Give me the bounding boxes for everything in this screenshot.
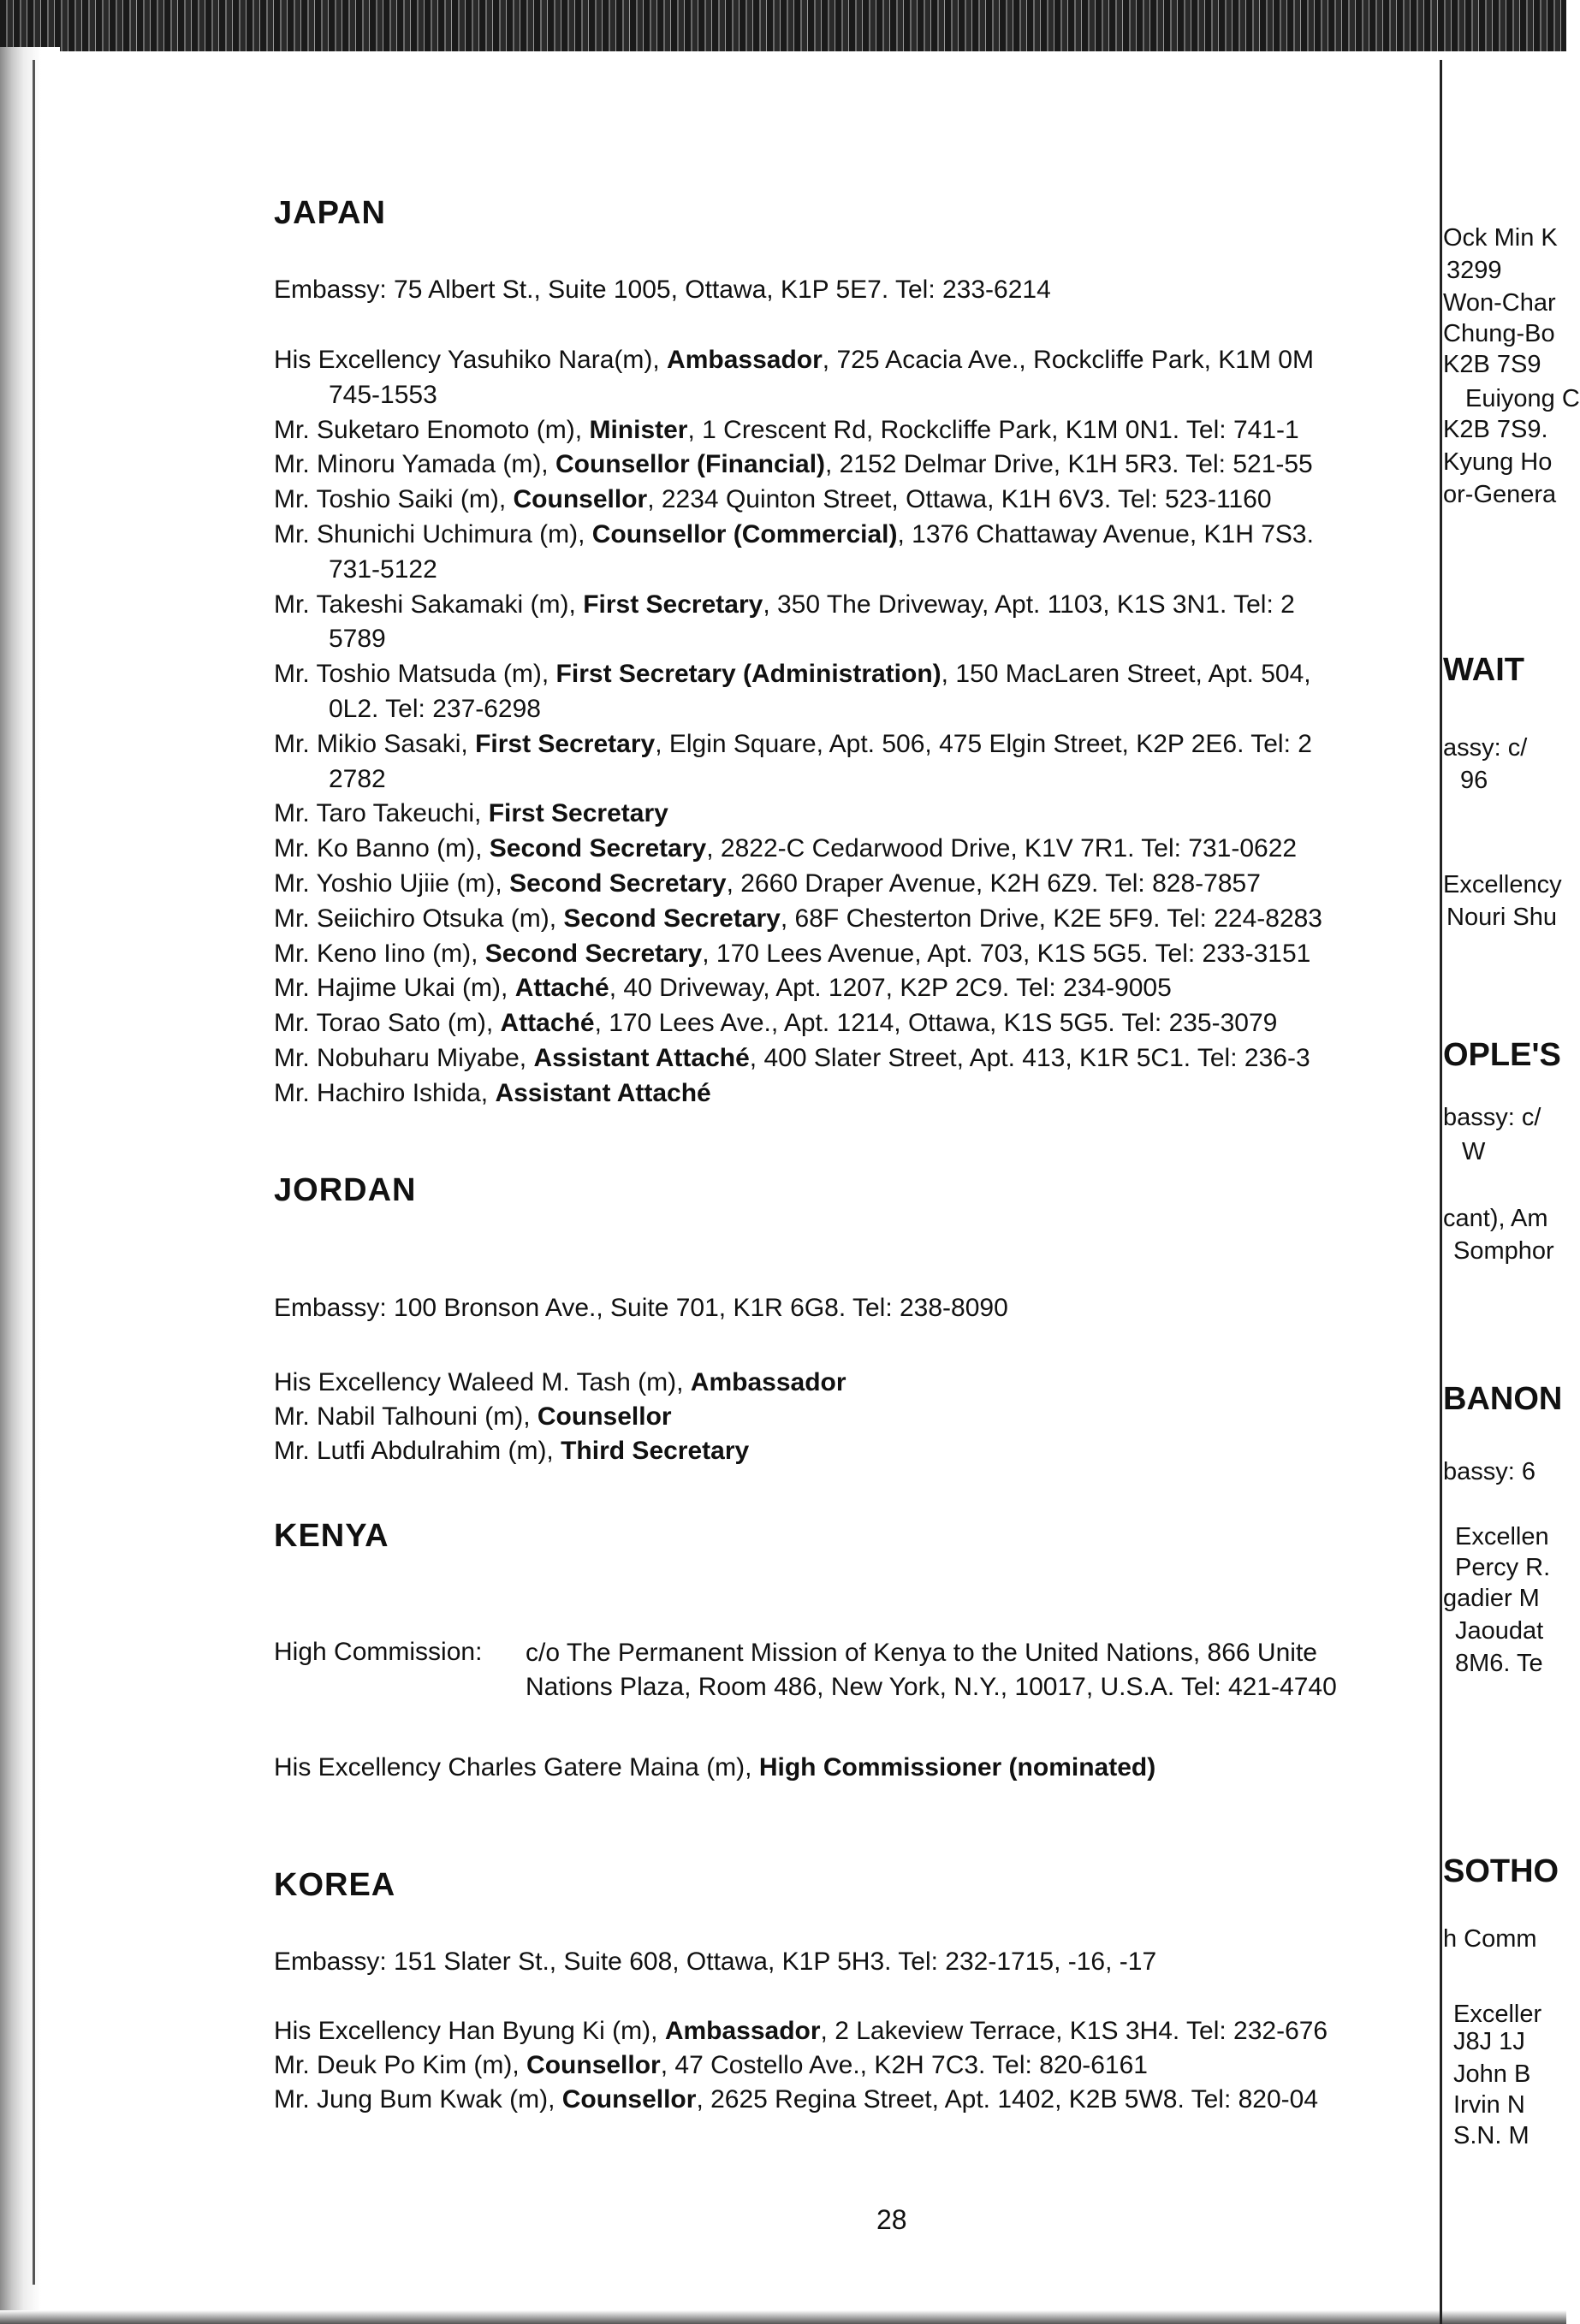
- right-page-text-fragment: J8J 1J: [1453, 2028, 1525, 2055]
- entry-name: Mr. Minoru Yamada (m),: [274, 450, 555, 479]
- entry-address: , 1 Crescent Rd, Rockcliffe Park, K1M 0N1. Tel: 741-1: [687, 415, 1299, 444]
- entry-title: Counsellor (Financial): [555, 450, 826, 479]
- entry-address: , 2 Lakeview Terrace, K1S 3H4. Tel: 232-676: [820, 2017, 1328, 2045]
- right-page-text-fragment: Ock Min K: [1443, 224, 1558, 252]
- korea-entry: [274, 2016, 1328, 2047]
- heading-jordan: JORDAN: [274, 1172, 417, 1208]
- right-page-text-fragment: or-Genera: [1443, 481, 1557, 508]
- kenya-high-commission-line2: Nations Plaza, Room 486, New York, N.Y., 10017, U.S.A. Tel: 421-4740: [526, 1673, 1337, 1701]
- right-page-text-fragment: Kyung Ho: [1443, 448, 1553, 476]
- japan-entry: [274, 1043, 1310, 1074]
- japan-embassy: Embassy: 75 Albert St., Suite 1005, Ottawa, K1P 5E7. Tel: 233-6214: [274, 276, 1051, 304]
- right-page-text-fragment: Excellen: [1455, 1523, 1549, 1550]
- page-number: 28: [876, 2204, 907, 2235]
- entry-title: Attaché: [500, 1009, 595, 1038]
- right-page-text-fragment: 8M6. Te: [1455, 1650, 1543, 1677]
- entry-address: , 725 Acacia Ave., Rockcliffe Park, K1M 0M: [822, 346, 1314, 374]
- right-page-text-fragment: K2B 7S9: [1443, 351, 1541, 378]
- japan-entry: [274, 939, 1310, 969]
- entry-title: Counsellor: [513, 485, 648, 514]
- right-page-text-fragment: assy: c/: [1443, 734, 1528, 762]
- entry-address: , 350 The Driveway, Apt. 1103, K1S 3N1. Tel: 2: [763, 590, 1295, 619]
- right-page-text-fragment: gadier M: [1443, 1585, 1540, 1612]
- entry-title: Assistant Attaché: [533, 1044, 750, 1072]
- entry-name: His Excellency Waleed M. Tash (m),: [274, 1368, 691, 1396]
- entry-address: , 150 MacLaren Street, Apt. 504,: [941, 660, 1311, 689]
- entry-title: Ambassador: [690, 1368, 846, 1396]
- entry-title: High Commissioner (nominated): [758, 1753, 1156, 1782]
- entry-name: Mr. Ko Banno (m),: [274, 834, 490, 863]
- entry-name: Mr. Torao Sato (m),: [274, 1009, 501, 1038]
- kenya-high-commission-label: High Commission:: [274, 1638, 483, 1666]
- japan-entry: [274, 833, 1297, 864]
- right-page-text-fragment: Euiyong C: [1465, 385, 1580, 412]
- japan-entry: [274, 415, 1299, 446]
- entry-address: , 2152 Delmar Drive, K1H 5R3. Tel: 521-55: [825, 450, 1313, 479]
- right-page-text-fragment: bassy: c/: [1443, 1104, 1541, 1131]
- entry-address: , 170 Lees Avenue, Apt. 703, K1S 5G5. Tel: 233-3151: [702, 939, 1311, 968]
- japan-entry-continuation: 5789: [329, 625, 386, 654]
- entry-title: Counsellor: [526, 2051, 661, 2079]
- entry-address: , 2822-C Cedarwood Drive, K1V 7R1. Tel: 731-0622: [706, 834, 1298, 863]
- jordan-entry: [274, 1367, 846, 1398]
- entry-title: Second Secretary: [563, 904, 781, 933]
- right-page-text-fragment: Jaoudat: [1455, 1617, 1544, 1645]
- entry-name: Mr. Hachiro Ishida,: [274, 1078, 496, 1107]
- entry-name: Mr. Seiichiro Otsuka (m),: [274, 904, 564, 933]
- right-page-heading-fragment: OPLE'S: [1443, 1037, 1561, 1073]
- entry-name: Mr. Suketaro Enomoto (m),: [274, 415, 590, 444]
- japan-entry: [274, 869, 1261, 899]
- right-page-text-fragment: Excellency: [1443, 871, 1562, 898]
- heading-kenya: KENYA: [274, 1518, 389, 1554]
- entry-address: , 2660 Draper Avenue, K2H 6Z9. Tel: 828-7857: [726, 869, 1261, 898]
- entry-title: Counsellor (Commercial): [591, 520, 898, 548]
- japan-entry-continuation: 731-5122: [329, 554, 437, 584]
- entry-address: , 40 Driveway, Apt. 1207, K2P 2C9. Tel: 234-9005: [609, 974, 1172, 1003]
- entry-name: His Excellency Charles Gatere Maina (m),: [274, 1753, 759, 1782]
- right-page-text-fragment: 3299: [1446, 257, 1502, 284]
- korea-embassy: Embassy: 151 Slater St., Suite 608, Ottawa, K1P 5H3. Tel: 232-1715, -16, -17: [274, 1948, 1157, 1976]
- entry-address: , 170 Lees Ave., Apt. 1214, Ottawa, K1S 5G5. Tel: 235-3079: [594, 1009, 1278, 1038]
- entry-name: His Excellency Yasuhiko Nara(m),: [274, 346, 668, 374]
- japan-entry: [274, 519, 1314, 550]
- entry-name: Mr. Deuk Po Kim (m),: [274, 2051, 527, 2079]
- right-page-text-fragment: 96: [1460, 767, 1488, 794]
- entry-title: First Secretary: [488, 799, 668, 828]
- japan-entry: [274, 798, 668, 829]
- kenya-high-commission-line1: c/o The Permanent Mission of Kenya to the United Nations, 866 Unite: [526, 1639, 1317, 1667]
- heading-korea: KOREA: [274, 1867, 396, 1903]
- entry-name: Mr. Nobuharu Miyabe,: [274, 1044, 534, 1072]
- entry-name: Mr. Nabil Talhouni (m),: [274, 1402, 538, 1431]
- entry-name: Mr. Yoshio Ujiie (m),: [274, 869, 510, 898]
- right-page-heading-fragment: WAIT: [1443, 652, 1524, 688]
- entry-title: Second Secretary: [509, 869, 727, 898]
- entry-address: , 2234 Quinton Street, Ottawa, K1H 6V3. Tel: 523-1160: [647, 485, 1272, 514]
- entry-name: Mr. Mikio Sasaki,: [274, 729, 476, 758]
- right-page-text-fragment: Percy R.: [1455, 1554, 1551, 1581]
- entry-name: Mr. Taro Takeuchi,: [274, 799, 489, 828]
- entry-title: First Secretary: [475, 729, 656, 758]
- japan-entry: [274, 484, 1272, 515]
- japan-entry: [274, 590, 1295, 620]
- entry-title: Minister: [589, 415, 688, 444]
- heading-japan: JAPAN: [274, 195, 386, 231]
- entry-address: , 1376 Chattaway Avenue, K1H 7S3.: [897, 520, 1314, 548]
- entry-title: Second Secretary: [489, 834, 707, 863]
- entry-title: First Secretary: [583, 590, 763, 619]
- entry-name: Mr. Hajime Ukai (m),: [274, 974, 515, 1003]
- entry-title: Ambassador: [664, 2017, 821, 2045]
- right-page-text-fragment: K2B 7S9.: [1443, 416, 1548, 443]
- right-page-text-fragment: bassy: 6: [1443, 1458, 1535, 1485]
- page-gutter-line: [1440, 60, 1442, 2324]
- entry-address: , 47 Costello Ave., K2H 7C3. Tel: 820-6161: [660, 2051, 1148, 2079]
- entry-name: His Excellency Han Byung Ki (m),: [274, 2017, 665, 2045]
- entry-name: Mr. Takeshi Sakamaki (m),: [274, 590, 584, 619]
- japan-entry: [274, 1008, 1277, 1039]
- japan-entry: [274, 449, 1313, 480]
- japan-entry-continuation: 2782: [329, 764, 386, 793]
- right-page-text-fragment: h Comm: [1443, 1925, 1537, 1953]
- japan-entry: [274, 973, 1172, 1004]
- right-page-heading-fragment: BANON: [1443, 1381, 1563, 1417]
- entry-title: Second Secretary: [484, 939, 703, 968]
- right-page-text-fragment: Irvin N: [1453, 2091, 1525, 2119]
- entry-name: Mr. Toshio Matsuda (m),: [274, 660, 556, 689]
- japan-entry: [274, 345, 1314, 376]
- right-page-text-fragment: John B: [1453, 2060, 1531, 2088]
- right-page-text-fragment: Chung-Bo: [1443, 320, 1555, 347]
- japan-entry: [274, 1078, 711, 1109]
- right-page-text-fragment: Exceller: [1453, 2001, 1542, 2028]
- entry-address: , 400 Slater Street, Apt. 413, K1R 5C1. Tel: 236-3: [749, 1044, 1310, 1072]
- entry-name: Mr. Toshio Saiki (m),: [274, 485, 514, 514]
- entry-address: , 68F Chesterton Drive, K2E 5F9. Tel: 224-8283: [780, 904, 1322, 933]
- right-page-text-fragment: Nouri Shu: [1446, 904, 1557, 931]
- korea-entry: [274, 2084, 1318, 2115]
- entry-name: Mr. Lutfi Abdulrahim (m),: [274, 1437, 561, 1465]
- right-page-heading-fragment: SOTHO: [1443, 1853, 1559, 1889]
- jordan-entry: [274, 1402, 672, 1432]
- entry-title: Third Secretary: [561, 1437, 750, 1465]
- right-page-text-fragment: Somphor: [1453, 1237, 1554, 1265]
- japan-entry-continuation: 745-1553: [329, 380, 437, 409]
- entry-title: Counsellor: [537, 1402, 672, 1431]
- kenya-entry: [274, 1752, 1155, 1783]
- entry-title: First Secretary (Administration): [555, 660, 941, 689]
- right-page-text-fragment: cant), Am: [1443, 1205, 1548, 1232]
- entry-name: Mr. Shunichi Uchimura (m),: [274, 520, 592, 548]
- entry-title: Counsellor: [561, 2085, 697, 2114]
- entry-address: , Elgin Square, Apt. 506, 475 Elgin Street, K2P 2E6. Tel: 2: [655, 729, 1312, 758]
- korea-entry: [274, 2050, 1148, 2081]
- entry-title: Assistant Attaché: [495, 1078, 711, 1107]
- entry-address: , 2625 Regina Street, Apt. 1402, K2B 5W8. Tel: 820-04: [696, 2085, 1319, 2114]
- right-page-text-fragment: S.N. M: [1453, 2122, 1530, 2149]
- jordan-entry: [274, 1436, 749, 1467]
- japan-entry: [274, 904, 1322, 934]
- entry-title: Attaché: [514, 974, 609, 1003]
- entry-name: Mr. Jung Bum Kwak (m),: [274, 2085, 562, 2114]
- entry-name: Mr. Keno Iino (m),: [274, 939, 485, 968]
- japan-entry-continuation: 0L2. Tel: 237-6298: [329, 695, 541, 723]
- jordan-embassy: Embassy: 100 Bronson Ave., Suite 701, K1R 6G8. Tel: 238-8090: [274, 1294, 1008, 1322]
- entry-title: Ambassador: [667, 346, 823, 374]
- right-page-fragment: [1443, 0, 1580, 2324]
- japan-entry: [274, 729, 1312, 760]
- right-page-text-fragment: Won-Char: [1443, 289, 1556, 317]
- right-page-text-fragment: W: [1462, 1138, 1486, 1165]
- japan-entry: [274, 659, 1311, 690]
